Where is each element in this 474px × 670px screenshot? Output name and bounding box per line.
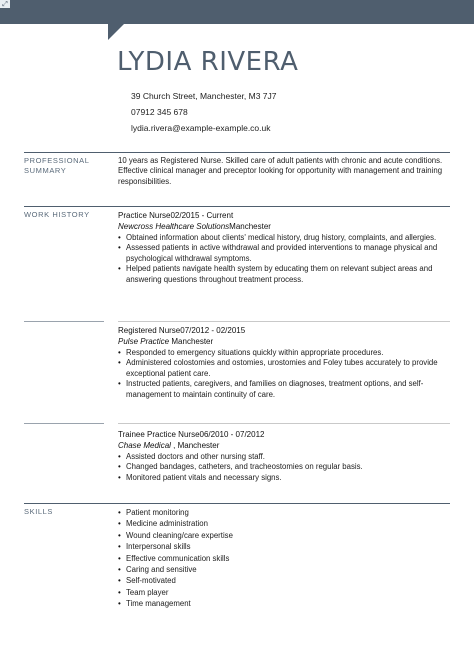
job-title-line	[118, 326, 245, 335]
job-company-line: Chase Medical , Manchester	[118, 441, 220, 450]
job-separator	[118, 321, 450, 322]
job-separator-left	[24, 321, 104, 322]
skills-divider	[24, 503, 450, 504]
summary-divider	[24, 152, 450, 153]
list-item: • Changed bandages, catheters, and tracheostomies on regular basis.	[118, 462, 453, 472]
job-company-line	[118, 222, 271, 231]
job-dates: 02/2015 - Current	[170, 211, 234, 220]
job-dates: 06/2010 - 07/2012	[199, 430, 265, 439]
job-title: Trainee Practice Nurse	[118, 430, 200, 439]
job-bullets	[118, 348, 453, 400]
list-item: • Patient monitoring	[118, 507, 453, 518]
job-bullets	[118, 233, 453, 285]
work-divider	[24, 206, 450, 207]
job-location: Manchester	[229, 222, 271, 231]
list-item: • Assessed patients in active withdrawal and provided interventions to manage physical and psychological withdrawal symptoms.	[118, 243, 453, 264]
job-company-line	[118, 337, 213, 346]
contact-phone: 07912 345 678	[131, 107, 188, 117]
job-employer: Newcross Healthcare Solutions	[118, 222, 230, 231]
list-item: • Wound cleaning/care expertise	[118, 530, 453, 541]
skills-heading: SKILLS	[24, 507, 54, 516]
job-title: Registered Nurse	[118, 326, 181, 335]
list-item: • Caring and sensitive	[118, 564, 453, 575]
job-bullets	[118, 452, 453, 483]
header-bar	[0, 0, 474, 24]
list-item: • Monitored patient vitals and necessary signs.	[118, 473, 453, 483]
list-item: • Instructed patients, caregivers, and families on diagnoses, treatment options, and self-management to maintain continuity of care.	[118, 379, 453, 400]
list-item: • Team player	[118, 587, 453, 598]
list-item: • Interpersonal skills	[118, 541, 453, 552]
job-separator-left	[24, 423, 104, 424]
skills-list	[118, 507, 453, 610]
list-item: • Self-motivated	[118, 575, 453, 586]
summary-heading-line2: SUMMARY	[24, 166, 67, 175]
summary-heading-line1: PROFESSIONAL	[24, 156, 90, 165]
list-item: • Administered colostomies and ostomies, urostomies and Foley tubes accurately to provide exceptional patient care.	[118, 358, 453, 379]
job-title-line	[118, 430, 264, 439]
expand-icon[interactable]: ⤢	[0, 0, 10, 8]
contact-email[interactable]: lydia.rivera@example-example.co.uk	[131, 123, 271, 133]
job-employer: Pulse Practice	[118, 337, 170, 346]
job-dates: 07/2012 - 02/2015	[180, 326, 246, 335]
summary-text: 10 years as Registered Nurse. Skilled care of adult patients with chronic and acute conditions. Effective clinical manager and preceptor looking for opportunity with management and training responsibilities.	[118, 156, 443, 186]
candidate-name: LYDIA RIVERA	[117, 47, 299, 77]
list-item: • Medicine administration	[118, 518, 453, 529]
list-item: • Time management	[118, 598, 453, 609]
list-item: • Effective communication skills	[118, 553, 453, 564]
list-item: • Obtained information about clients' medical history, drug history, complaints, and allergies.	[118, 233, 453, 243]
job-employer: Chase Medical	[118, 441, 171, 450]
list-item: • Assisted doctors and other nursing staff.	[118, 452, 453, 462]
job-title: Practice Nurse	[118, 211, 171, 220]
work-heading: WORK HISTORY	[24, 210, 90, 219]
contact-address: 39 Church Street, Manchester, M3 7J7	[131, 91, 277, 101]
job-separator	[118, 423, 450, 424]
job-location: Manchester	[171, 337, 214, 346]
header-bar-notch	[108, 24, 124, 40]
job-location: Manchester	[177, 441, 220, 450]
list-item: • Responded to emergency situations quickly within appropriate procedures.	[118, 348, 453, 358]
list-item: • Helped patients navigate health system by educating them on relevant subject areas and answering questions throughout treatment process.	[118, 264, 453, 285]
job-title-line	[118, 211, 233, 220]
